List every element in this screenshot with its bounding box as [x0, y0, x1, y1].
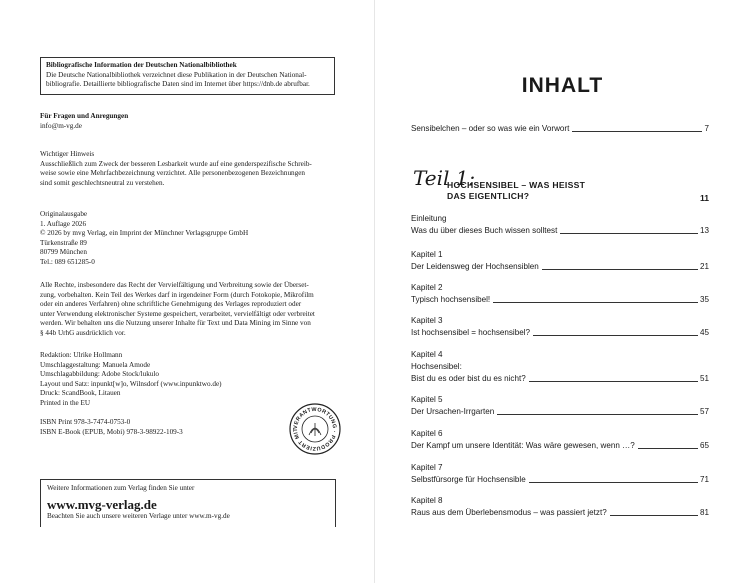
contents-page — [375, 0, 750, 583]
part-page-number: 11 — [700, 193, 710, 203]
credits-block — [40, 351, 340, 409]
part-script-label: Teil 1: — [413, 166, 476, 190]
credits-line: Druck: ScandBook, Litauen — [40, 389, 121, 398]
toc-entry[interactable] — [411, 374, 709, 384]
toc-page-number: 51 — [699, 374, 709, 383]
toc-leader-line — [638, 448, 698, 449]
rights-line: oder ein anderes Verfahren) ohne schriftliche Genehmigung des Verlages reproduziert oder — [40, 300, 302, 309]
notice-line: Ausschließlich zum Zweck der besseren Lesbarkeit wurde auf eine genderspezifische Schreib- — [40, 159, 312, 168]
contact-email: info@m-vg.de — [40, 121, 82, 130]
toc-leader-line — [542, 269, 698, 270]
toc-entry[interactable] — [411, 475, 709, 485]
toc-entry[interactable] — [411, 407, 709, 417]
toc-entry[interactable] — [411, 295, 709, 305]
part-title-line: HOCHSENSIBEL – WAS HEISST — [447, 180, 586, 190]
toc-entry-title: Selbstfürsorge für Hochsensible — [411, 475, 526, 484]
toc-chapter-label: Kapitel 8 — [411, 496, 443, 505]
toc-leader-line — [610, 515, 698, 516]
toc-entry[interactable] — [411, 508, 709, 518]
toc-entry-title: Typisch hochsensibel! — [411, 295, 491, 304]
toc-entry-foreword[interactable] — [411, 124, 709, 134]
toc-entry[interactable] — [411, 441, 709, 451]
notice-block — [40, 150, 340, 188]
bibliographic-line: Die Deutsche Nationalbibliothek verzeichnet diese Publikation in der Deutschen National- — [46, 70, 307, 79]
credits-line: Redaktion: Ulrike Hollmann — [40, 351, 123, 359]
toc-chapter-label: Kapitel 5 — [411, 395, 443, 404]
isbn-ebook: ISBN E-Book (EPUB, Mobi) 978-3-98922-109-3 — [40, 427, 183, 436]
toc-chapter-label: Einleitung — [411, 214, 447, 223]
toc-page-number: 21 — [699, 262, 709, 271]
contents-title: INHALT — [521, 74, 604, 97]
publisher-info-box — [40, 479, 336, 527]
rights-line: zung, vorbehalten. Kein Teil des Werkes darf in irgendeiner Form (durch Fotokopie, Mikrofilm — [40, 290, 314, 299]
phone-line: Tel.: 089 651285-0 — [40, 257, 95, 266]
toc-chapter-label: Kapitel 7 — [411, 463, 443, 472]
address-line: Türkenstraße 89 — [40, 238, 87, 247]
credits-line: Umschlagabbildung: Adobe Stock/lukulo — [40, 370, 159, 379]
bibliographic-heading: Bibliografische Information der Deutschen Nationalbibliothek — [46, 61, 237, 69]
toc-leader-line — [529, 381, 698, 382]
toc-entry-title: Bist du es oder bist du es nicht? — [411, 374, 526, 383]
bibliographic-info-box — [40, 57, 335, 95]
toc-entry-title: Der Leidensweg der Hochsensiblen — [411, 262, 539, 271]
toc-leader-line — [533, 335, 698, 336]
toc-page-number: 35 — [699, 295, 709, 304]
toc-page-number: 71 — [699, 475, 709, 484]
toc-leader-line — [497, 414, 698, 415]
toc-chapter-label: Kapitel 6 — [411, 429, 443, 438]
edition-block — [40, 210, 340, 268]
toc-chapter-sublabel: Hochsensibel: — [411, 362, 462, 371]
toc-leader-line — [529, 482, 698, 483]
toc-page-number: 7 — [704, 124, 709, 133]
toc-page-number: 65 — [699, 441, 709, 450]
toc-entry[interactable] — [411, 262, 709, 272]
toc-page-number: 81 — [699, 508, 709, 517]
contact-block — [40, 112, 340, 131]
rights-block — [40, 281, 340, 339]
publisher-info-line: Weitere Informationen zum Verlag finden Sie unter — [47, 484, 195, 492]
rights-line: unter Verwendung elektronischer Systeme gespeichert, verarbeitet, vervielfältigt oder verbreitet — [40, 309, 315, 318]
edition-line: Originalausgabe — [40, 210, 88, 218]
toc-entry[interactable] — [411, 328, 709, 338]
toc-page-number: 45 — [699, 328, 709, 337]
address-line: 80799 München — [40, 248, 87, 257]
toc-entry-title: Ist hochsensibel = hochsensibel? — [411, 328, 531, 337]
credits-line: Umschlaggestaltung: Manuela Amode — [40, 360, 151, 369]
credits-line: Printed in the EU — [40, 398, 91, 407]
toc-entry-title: Der Kampf um unsere Identität: Was wäre gewesen, wenn …? — [411, 441, 635, 450]
toc-chapter-label: Kapitel 4 — [411, 350, 443, 359]
notice-line: sind somit geschlechtsneutral zu verstehen. — [40, 178, 165, 187]
toc-leader-line — [493, 302, 698, 303]
rights-line: Alle Rechte, insbesondere das Recht der Vervielfältigung und Verbreitung sowie der Überset- — [40, 281, 309, 289]
toc-entry-title: Sensibelchen – oder so was wie ein Vorwort — [411, 124, 570, 133]
rights-line: § 44b UrhG ausdrücklich vor. — [40, 328, 126, 337]
toc-entry[interactable] — [411, 226, 709, 236]
toc-chapter-label: Kapitel 2 — [411, 283, 443, 292]
toc-chapter-label: Kapitel 3 — [411, 316, 443, 325]
toc-page-number: 13 — [699, 226, 709, 235]
notice-heading: Wichtiger Hinweis — [40, 150, 95, 158]
toc-entry-title: Raus aus dem Überlebensmodus – was passiert jetzt? — [411, 508, 607, 517]
toc-entry-title: Was du über dieses Buch wissen solltest — [411, 226, 558, 235]
publisher-info-line: Beachten Sie auch unsere weiteren Verlage unter www.m-vg.de — [47, 511, 230, 520]
contact-heading: Für Fragen und Anregungen — [40, 112, 129, 120]
credits-line: Layout und Satz: inpunkt[w]o, Wilnsdorf (www.inpunktwo.de) — [40, 379, 222, 388]
bibliographic-line: bibliografie. Detaillierte bibliografische Daten sind im Internet über https://dnb.de abrufbar. — [46, 80, 310, 89]
toc-page-number: 57 — [699, 407, 709, 416]
toc-leader-line — [560, 233, 698, 234]
part-title[interactable] — [447, 180, 585, 202]
edition-line: 1. Auflage 2026 — [40, 219, 87, 228]
seal-ring-text: VERANTWORTUNG · PRODUZIERT MIT — [292, 406, 338, 452]
isbn-print: ISBN Print 978-3-7474-0753-0 — [40, 418, 131, 426]
copyright-line: © 2026 by mvg Verlag, ein Imprint der Münchner Verlagsgruppe GmbH — [40, 229, 249, 238]
part-title-line: DAS EIGENTLICH? — [447, 191, 530, 201]
responsibility-seal-icon — [289, 403, 341, 455]
rights-line: werden. Wir behalten uns die Nutzung unserer Inhalte für Text und Data Mining im Sinne von — [40, 319, 311, 328]
toc-chapter-label: Kapitel 1 — [411, 250, 443, 259]
toc-entry-title: Der Ursachen-Irrgarten — [411, 407, 495, 416]
toc-leader-line — [572, 131, 702, 132]
notice-line: weise sowie eine Mehrfachbezeichnung verzichtet. Alle personenbezogenen Bezeichnungen — [40, 169, 306, 178]
svg-text:VERANTWORTUNG · PRODUZIERT MIT — [289, 403, 337, 451]
publisher-url-link[interactable]: www.mvg-verlag.de — [47, 496, 157, 512]
